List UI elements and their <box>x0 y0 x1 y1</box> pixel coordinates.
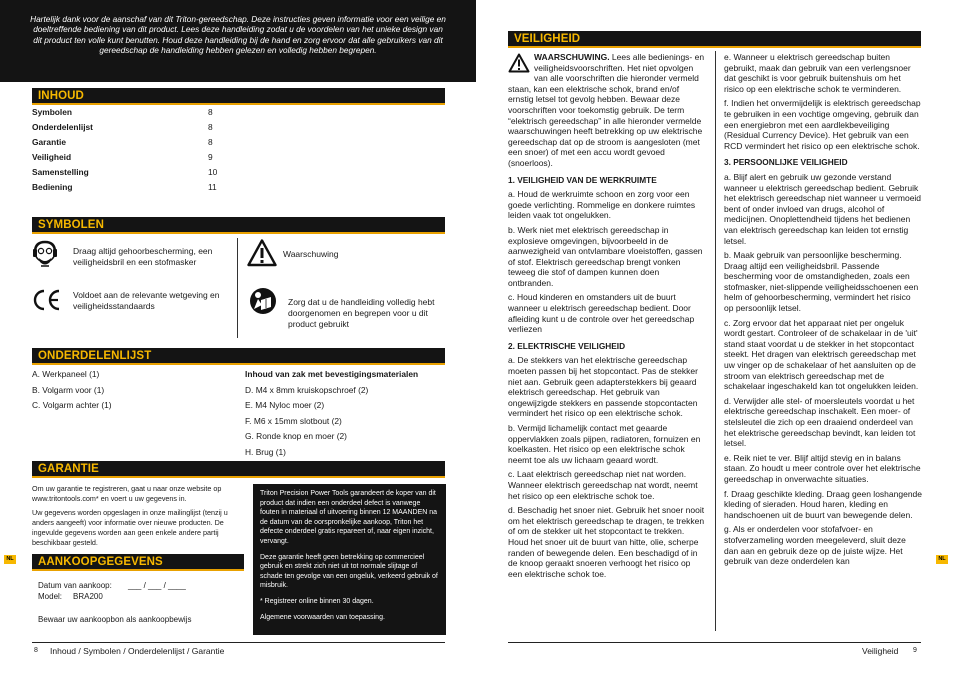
veiligheid-col2 <box>724 52 922 571</box>
aankoop-header <box>32 554 244 571</box>
aankoop-note: Bewaar uw aankoopbon als aankoopbewijs <box>38 615 192 624</box>
safety-item: b. Maak gebruik van persoonlijke bescherming. Draag altijd een veiligheidsbril. Passende bescherming voor de omstandigheden, zoals een stofmasker, niet-slippende veiligheidsschoenen een helm of gehoorbescherming, vermindert het risico op persoonlijk letsel. <box>724 250 919 314</box>
onderdelen-header <box>32 348 445 365</box>
warning-triangle-icon <box>508 53 530 76</box>
aankoop-date-label: Datum van aankoop: <box>38 581 112 590</box>
onderdelen-right-list <box>245 367 445 460</box>
ce-mark-icon <box>32 288 62 317</box>
language-tab-right: NL <box>936 555 948 564</box>
column-divider <box>715 51 716 631</box>
toc-row-samenstelling[interactable]: Samenstelling 10 <box>32 167 218 177</box>
inhoud-title: INHOUD <box>38 90 84 102</box>
safety-item: a. De stekkers van het elektrische gereedschap moeten passen bij het stopcontact. Pas de stekker niet aan. Gebruik geen adapterstekkers bij geaard elektrisch gereedschap. Het gebruik van ongewijzigde stekkers en passende stopcontacten vermindert het risico op een elektrische schok. <box>508 355 698 419</box>
symbolen-divider <box>237 238 238 338</box>
garantie-p2: Uw gegevens worden opgeslagen in onze mailinglijst (tenzij u anders aangeeft) voor informatie over nieuwe producten. De ingevulde gegevens worden aan geen enkele andere partij beschikbaar gesteld. <box>32 508 228 547</box>
read-manual-icon <box>249 287 277 320</box>
toc-row-veiligheid[interactable]: Veiligheid 9 <box>32 152 213 162</box>
safety-item: a. Blijf alert en gebruik uw gezonde verstand wanneer u elektrisch gereedschap bedient. Gebruik het elektrisch gereedschap niet wanneer u vermoeid bent of onder invloed van drugs, alcohol of medicijnen. Onoplettendheid tijdens het bedienen van elektrisch gereedschap kan leiden tot ernstig letsel. <box>724 171 922 246</box>
garantie-box-p3: * Registreer online binnen 30 dagen. <box>260 597 374 605</box>
symbol-text-protection: Draag altijd gehoorbescherming, een veiligheidsbril en een stofmasker <box>73 246 213 267</box>
footer-left-text: Inhoud / Symbolen / Onderdelenlijst / Garantie <box>50 646 225 656</box>
toc-row-garantie[interactable]: Garantie 8 <box>32 137 213 147</box>
safety-item: f. Draag geschikte kleding. Draag geen loshangende kleding of sieraden. Houd haren, kleding en handschoenen uit de buurt van bewegende delen. <box>724 488 922 520</box>
warning-text: Lees alle bedienings- en veiligheidsvoorschriften. Het niet opvolgen van alle voorschriften die hieronder vermeld staan, kan een elektrische schok, brand en/of ernstig letsel tot gevolg hebben. Bewaar deze voorschriften voor toekomstig gebruik. De term “elektrisch gereedschap” in alle hieronder vermelde waarschuwingen heeft betrekking op uw elektrische gereedschap dat op de stroom is aangesloten (met een snoer) of met een accu wordt gevoed (snoerloos). <box>508 52 705 168</box>
toc-row-bediening[interactable]: Bediening 11 <box>32 182 217 192</box>
symbol-text-warning: Waarschuwing <box>283 249 339 259</box>
veiligheid-col1 <box>508 52 706 583</box>
warning-triangle-icon <box>247 239 277 272</box>
footer-rule-right <box>508 642 921 643</box>
symbol-text-manual: Zorg dat u de handleiding volledig hebt doorgenomen en begrepen voor u dit product gebruikt <box>288 297 435 329</box>
safety-item: c. Zorg ervoor dat het apparaat niet per ongeluk wordt gestart. Controleer of de schakelaar in de 'uit' stand staat voordat u de stekker in het stopcontact steekt. Het dragen van elektrisch gereedschap met uw vinger op de schakelaar of het aansluiten op de stroom van elektrisch gereedschap met de schakelaar ingeschakeld kan tot ongelukken leiden. <box>724 317 919 392</box>
garantie-box-p1: Triton Precision Power Tools garandeert de koper van dit product dat indien een onderdeel defect is vanwege fouten in materiaal of uitvoering binnen 12 MAANDEN na de datum van de oorspronkelijke aankoop, Triton het defecte onderdeel gratis repareert of, naar eigen inzicht, vervangt. <box>260 490 438 545</box>
safety-item: e. Reik niet te ver. Blijf altijd stevig en in balans staan. Zo houdt u meer controle over het elektrische gereedschap in onverwachte situaties. <box>724 452 921 484</box>
symbol-text-ce: Voldoet aan de relevante wetgeving en veiligheidsstandaards <box>73 290 220 311</box>
list-item: F. M6 x 15mm slotbout (2) <box>245 415 342 426</box>
garantie-box-p4: Algemene voorwaarden van toepassing. <box>260 613 385 621</box>
symbolen-header <box>32 217 445 234</box>
section-heading-3: 3. PERSOONLIJKE VEILIGHEID <box>724 157 848 168</box>
safety-item: c. Laat elektrisch gereedschap niet nat worden. Wanneer elektrisch gereedschap nat wordt, neemt het risico op een elektrische schok toe. <box>508 469 698 501</box>
intro-text: Hartelijk dank voor de aanschaf van dit Triton-gereedschap. Deze instructies geven informatie voor een veilige en doeltreffende bediening van dit product. Lees deze handleiding zodat u de voordelen van het unieke design van dit product ten volle kunt benutten. Houd deze handleiding bij de hand en zorg ervoor dat alle gebruikers van dit gereedschap de handleiding hebben gelezen en volledig hebben begrepen. <box>30 14 446 56</box>
footer-right-page: 9 <box>913 647 917 654</box>
section-heading-2: 2. ELEKTRISCHE VEILIGHEID <box>508 340 626 351</box>
list-item: D. M4 x 8mm kruiskopschroef (2) <box>245 384 369 395</box>
ear-eye-protection-icon <box>32 240 58 275</box>
aankoop-fields <box>38 580 186 602</box>
garantie-title: GARANTIE <box>38 463 99 475</box>
safety-item: b. Werk niet met elektrisch gereedschap in explosieve omgevingen, bijvoorbeeld in de aanwezigheid van ontvlambare vloeistoffen, gassen of stof. Elektrisch gereedschap brengt vonken teweeg die stof of dampen kunnen doen ontbranden. <box>508 224 703 288</box>
warning-label: WAARSCHUWING. <box>534 52 610 62</box>
veiligheid-title: VEILIGHEID <box>514 33 581 45</box>
garantie-box-p2: Deze garantie heeft geen betrekking op commercieel gebruik en strekt zich niet uit tot normale slijtage of schade ten gevolge van een ongeluk, verkeerd gebruik of misbruik. <box>260 553 438 590</box>
aankoop-model-label: Model: <box>38 592 63 601</box>
onderdelen-left-list <box>32 367 232 414</box>
toc-row-onderdelenlijst[interactable]: Onderdelenlijst 8 <box>32 122 213 132</box>
aankoop-title: AANKOOPGEGEVENS <box>38 556 163 568</box>
onderdelen-title: ONDERDELENLIJST <box>38 350 152 362</box>
veiligheid-header <box>508 31 921 48</box>
footer-rule-left <box>32 642 445 643</box>
intro-box <box>0 0 476 82</box>
language-tab-left: NL <box>4 555 16 564</box>
footer-left-page: 8 <box>34 647 38 654</box>
symbolen-title: SYMBOLEN <box>38 219 104 231</box>
safety-item: d. Beschadig het snoer niet. Gebruik het snoer nooit om het elektrisch gereedschap te dragen, te trekken of om de stekker uit het stopcontact te trekken. Houd het snoer uit de buurt van hitte, olie, scherpe randen of bewegende delen. Een beschadigd of in de knoop geraakt snoeren verhoogt het risico op een elektrische schok toe. <box>508 505 705 579</box>
aankoop-model-value: BRA200 <box>73 592 103 601</box>
list-item: G. Ronde knop en moer (2) <box>245 431 347 441</box>
garantie-text <box>32 484 244 548</box>
safety-item: e. Wanneer u elektrisch gereedschap buiten gebruikt, maak dan gebruik van een verlengsnoer dat geschikt is voor gebruik buitenshuis om het risico op een elektrische schok te verminderen. <box>724 52 911 94</box>
list-item: H. Brug (1) <box>245 446 286 457</box>
list-item: C. Volgarm achter (1) <box>32 400 112 410</box>
safety-item: d. Verwijder alle stel- of moersleutels voordat u het elektrische gereedschap inschakelt. Een moer- of stelsleutel die zich op een draaiend onderdeel van het elektrische gereedschap bevindt, kan leiden tot letsel. <box>724 395 916 449</box>
safety-item: g. Als er onderdelen voor stofafvoer- en stofverzameling worden meegeleverd, sluit deze dan aan en gebruik deze op de juiste wijze. Het gebruik van deze onderdelen kan <box>724 524 906 567</box>
safety-item: f. Indien het onvermijdelijk is elektrisch gereedschap te gebruiken in een vochtige omgeving, gebruik dan een energiebron met een aardlekbeveiliging (Residual Currency Device). Het gebruik van een RCD vermindert het risico op een elektrische schok. <box>724 98 921 151</box>
section-heading-1: 1. VEILIGHEID VAN DE WERKRUIMTE <box>508 174 657 185</box>
toc-row-symbolen[interactable]: Symbolen 8 <box>32 107 213 117</box>
safety-item: b. Vermijd lichamelijk contact met geaarde oppervlakken zoals pijpen, radiatoren, fornuizen en koelkasten. Het risico op een elektrische schok neemt toe als uw lichaam geaard wordt. <box>508 423 701 465</box>
inhoud-header <box>32 88 445 105</box>
garantie-header <box>32 461 445 478</box>
list-item: E. M4 Nyloc moer (2) <box>245 400 325 410</box>
list-item: A. Werkpaneel (1) <box>32 369 100 379</box>
garantie-p1: Om uw garantie te registreren, gaat u naar onze website op www.tritontools.com* en voert u uw gegevens in. <box>32 484 222 503</box>
safety-item: c. Houd kinderen en omstanders uit de buurt wanneer u elektrisch gereedschap bedient. Door afleiding kunt u de controle over het gereedschap verliezen <box>508 292 695 335</box>
list-item: B. Volgarm voor (1) <box>32 384 105 395</box>
safety-item: a. Houd de werkruimte schoon en zorg voor een goede verlichting. Rommelige en donkere ruimtes leiden vaak tot ongelukken. <box>508 189 696 221</box>
onderdelen-right-heading: Inhoud van zak met bevestigingsmaterialen <box>245 369 419 379</box>
aankoop-date-field[interactable]: ___ / ___ / ____ <box>128 581 186 590</box>
footer-right-text: Veiligheid <box>862 646 899 656</box>
garantie-box <box>253 484 446 635</box>
